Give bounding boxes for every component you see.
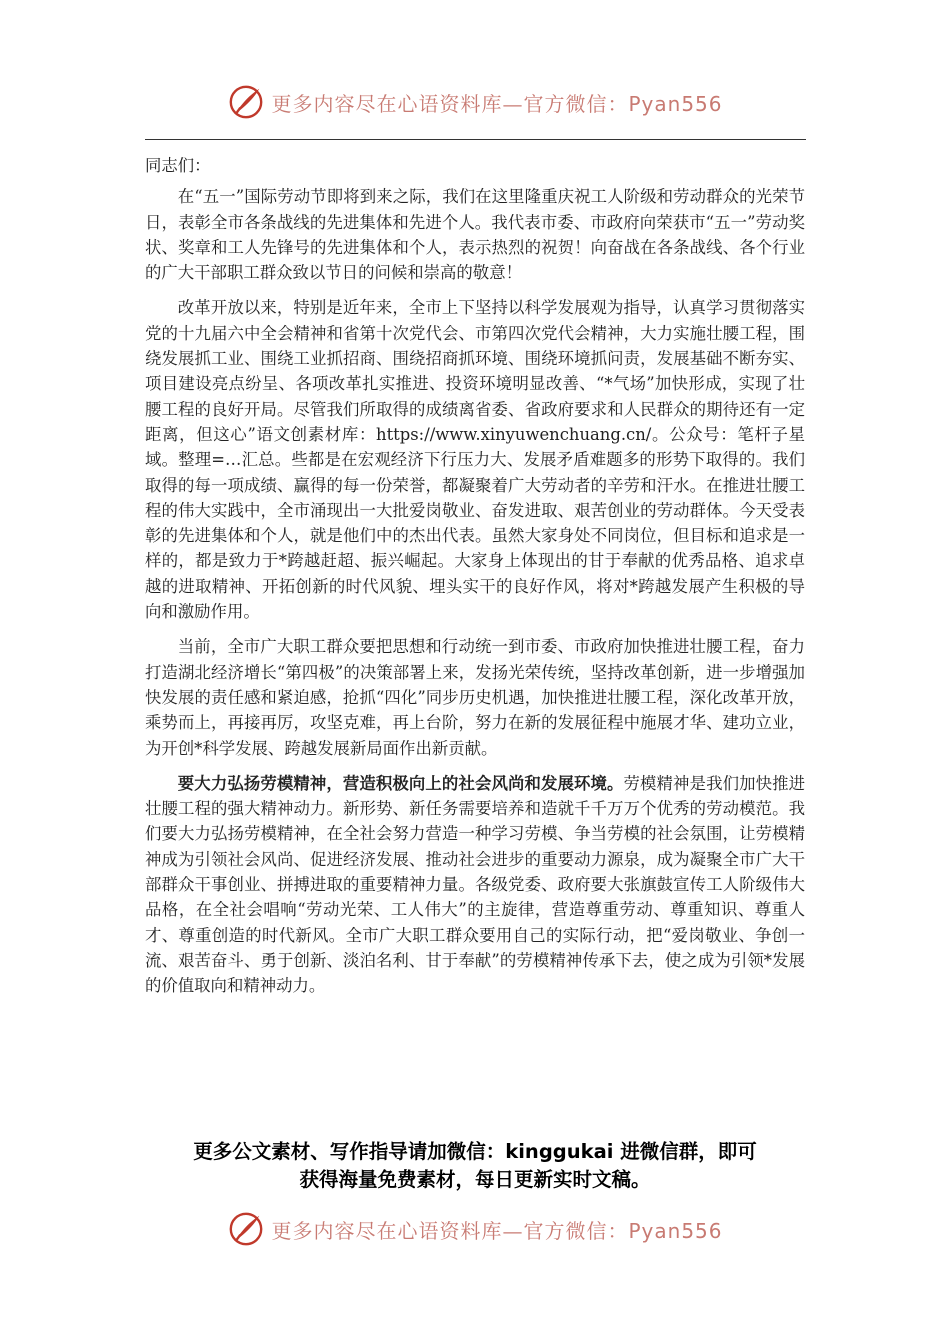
- footer-banner-text: 更多内容尽在心语资料库—官方微信：Pyan556: [271, 1218, 723, 1243]
- header-banner-text: 更多内容尽在心语资料库—官方微信：Pyan556: [271, 91, 723, 116]
- paragraph-1: 在“五一”国际劳动节即将到来之际，我们在这里隆重庆祝工人阶级和劳动群众的光荣节日，表彰全市各条战线的先进集体和先进个人。我代表市委、市政府向荣获市“五一”劳动奖状、奖章和工人先锋号的先进集体和个人，表示热烈的祝贺！向奋战在各条战线、各个行业的广大干部职工群众致以节日的问候和崇高的敬意！: [145, 187, 805, 283]
- quill-logo-icon: [227, 83, 265, 121]
- document-body: [145, 153, 805, 1009]
- quill-logo-icon: [227, 1210, 265, 1248]
- paragraph-4-text: 劳模精神是我们加快推进壮腰工程的强大精神动力。新形势、新任务需要培养和造就千千万万个优秀的劳动模范。我们要大力弘扬劳模精神，在全社会努力营造一种学习劳模、争当劳模的社会氛围，让劳模精神成为引领社会风尚、促进经济发展、推动社会进步的重要动力源泉，成为凝聚全市广大干部群众干事创业、拼搏进取的重要精神力量。各级党委、政府要大张旗鼓宣传工人阶级伟大品格，在全社会唱响“劳动光荣、工人伟大”的主旋律，营造尊重劳动、尊重知识、尊重人才、尊重创造的时代新风。全市广大职工群众要用自己的实际行动，把“爱岗敬业、争创一流、艰苦奋斗、勇于创新、淡泊名利、甘于奉献”的劳模精神传承下去，使之成为引领*发展的价值取向和精神动力。: [145, 773, 806, 996]
- promo-line-2: 获得海量免费素材，每日更新实时文稿。: [299, 1168, 651, 1191]
- promo-line-1: 更多公文素材、写作指导请加微信：kinggukai 进微信群，即可: [193, 1140, 757, 1163]
- paragraph-4: [145, 771, 805, 999]
- footer-banner: [0, 1207, 950, 1251]
- header-divider: [145, 139, 806, 140]
- footer-wechat-id: Pyan556: [628, 1218, 723, 1243]
- paragraph-3: 当前，全市广大职工群众要把思想和行动统一到市委、市政府加快推进壮腰工程，奋力打造湖北经济增长“第四极”的决策部署上来，发扬光荣传统，坚持改革创新，进一步增强加快发展的责任感和紧迫感，抢抓“四化”同步历史机遇，加快推进壮腰工程，深化改革开放，乘势而上，再接再厉，攻坚克难，再上台阶，努力在新的发展征程中施展才华、建功立业，为开创*科学发展、跨越发展新局面作出新贡献。: [145, 637, 805, 758]
- header-banner: [0, 80, 950, 124]
- promo-notice: [100, 1138, 850, 1194]
- salutation: 同志们：: [145, 156, 211, 175]
- header-wechat-id: Pyan556: [628, 91, 723, 116]
- paragraph-4-heading: 要大力弘扬劳模精神，营造积极向上的社会风尚和发展环境。: [177, 773, 624, 793]
- paragraph-2: 改革开放以来，特别是近年来，全市上下坚持以科学发展观为指导，认真学习贯彻落实党的十九届六中全会精神和省第十次党代会、市第四次党代会精神，大力实施壮腰工程，围绕发展抓工业、围绕工业抓招商、围绕招商抓环境、围绕环境抓问责，发展基础不断夯实、项目建设亮点纷呈、各项改革扎实推进、投资环境明显改善、“*气场”加快形成，实现了壮腰工程的良好开局。尽管我们所取得的成绩离省委、省政府要求和人民群众的期待还有一定距离，但这心”语文创素材库：https://www.xinyuwenchuang.cn/。公众号：笔杆子星域。整理=…汇总。些都是在宏观经济下行压力大、发展矛盾难题多的形势下取得的。我们取得的每一项成绩、赢得的每一份荣誉，都凝聚着广大劳动者的辛劳和汗水。在推进壮腰工程的伟大实践中，全市涌现出一大批爱岗敬业、奋发进取、艰苦创业的劳动群体。今天受表彰的先进集体和个人，就是他们中的杰出代表。虽然大家身处不同岗位，但目标和追求是一样的，都是致力于*跨越赶超、振兴崛起。大家身上体现出的甘于奉献的优秀品格、追求卓越的进取精神、开拓创新的时代风貌、埋头实干的良好作风，将对*跨越发展产生积极的导向和激励作用。: [145, 298, 805, 622]
